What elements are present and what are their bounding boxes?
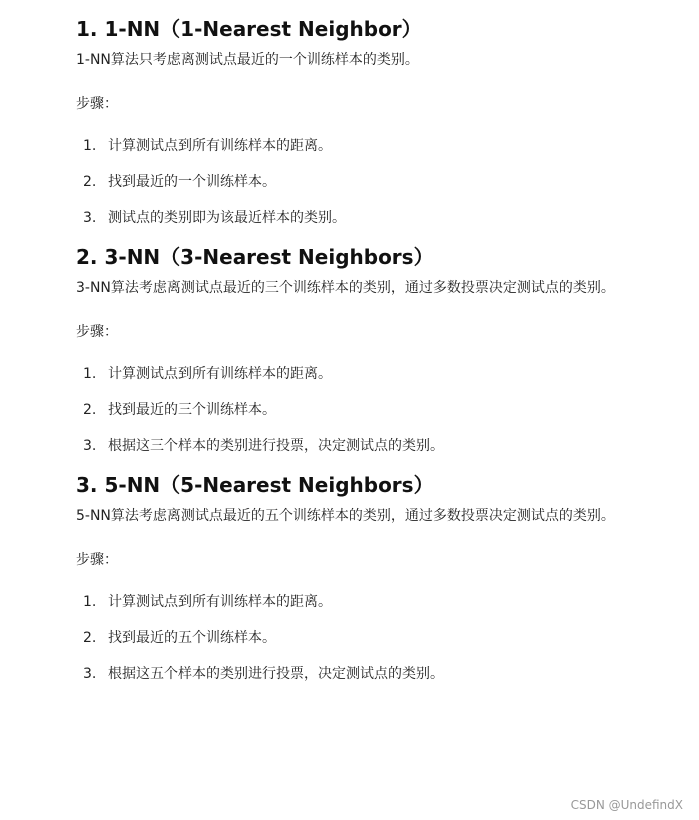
steps-label: 步骤： (76, 324, 118, 340)
list-item (76, 204, 676, 240)
list-number: 1. (83, 138, 97, 154)
steps-label: 步骤： (76, 552, 118, 568)
list-item (76, 132, 676, 168)
section-heading: 3. 5-NN（5-Nearest Neighbors） (76, 473, 434, 497)
list-item-text: 找到最近的五个训练样本。 (108, 630, 276, 646)
section-description: 3-NN算法考虑离测试点最近的三个训练样本的类别，通过多数投票决定测试点的类别。 (76, 280, 615, 296)
list-number: 1. (83, 366, 97, 382)
list-item-text: 根据这五个样本的类别进行投票，决定测试点的类别。 (108, 666, 444, 682)
section-heading: 1. 1-NN（1-Nearest Neighbor） (76, 17, 422, 41)
list-item (76, 624, 676, 660)
list-number: 2. (83, 402, 97, 418)
list-item (76, 168, 676, 204)
list-item-text: 计算测试点到所有训练样本的距离。 (108, 366, 332, 382)
list-number: 3. (83, 438, 97, 454)
list-item (76, 660, 676, 696)
steps-list (76, 360, 676, 468)
list-item-text: 计算测试点到所有训练样本的距离。 (108, 594, 332, 610)
list-item-text: 根据这三个样本的类别进行投票，决定测试点的类别。 (108, 438, 444, 454)
section-1nn (76, 14, 676, 240)
section-heading: 2. 3-NN（3-Nearest Neighbors） (76, 245, 434, 269)
list-number: 3. (83, 210, 97, 226)
list-item (76, 396, 676, 432)
section-5nn (76, 470, 676, 696)
list-number: 2. (83, 174, 97, 190)
list-item (76, 588, 676, 624)
section-3nn (76, 242, 676, 468)
list-item-text: 找到最近的三个训练样本。 (108, 402, 276, 418)
section-description: 5-NN算法考虑离测试点最近的五个训练样本的类别，通过多数投票决定测试点的类别。 (76, 508, 615, 524)
list-item (76, 432, 676, 468)
list-item-text: 找到最近的一个训练样本。 (108, 174, 276, 190)
section-description: 1-NN算法只考虑离测试点最近的一个训练样本的类别。 (76, 52, 419, 68)
watermark: CSDN @UndefindX (570, 798, 683, 812)
list-item-text: 计算测试点到所有训练样本的距离。 (108, 138, 332, 154)
steps-list (76, 132, 676, 240)
list-item (76, 360, 676, 396)
list-number: 2. (83, 630, 97, 646)
article-content (76, 14, 676, 696)
steps-label: 步骤： (76, 96, 118, 112)
list-number: 3. (83, 666, 97, 682)
steps-list (76, 588, 676, 696)
list-item-text: 测试点的类别即为该最近样本的类别。 (108, 210, 346, 226)
list-number: 1. (83, 594, 97, 610)
